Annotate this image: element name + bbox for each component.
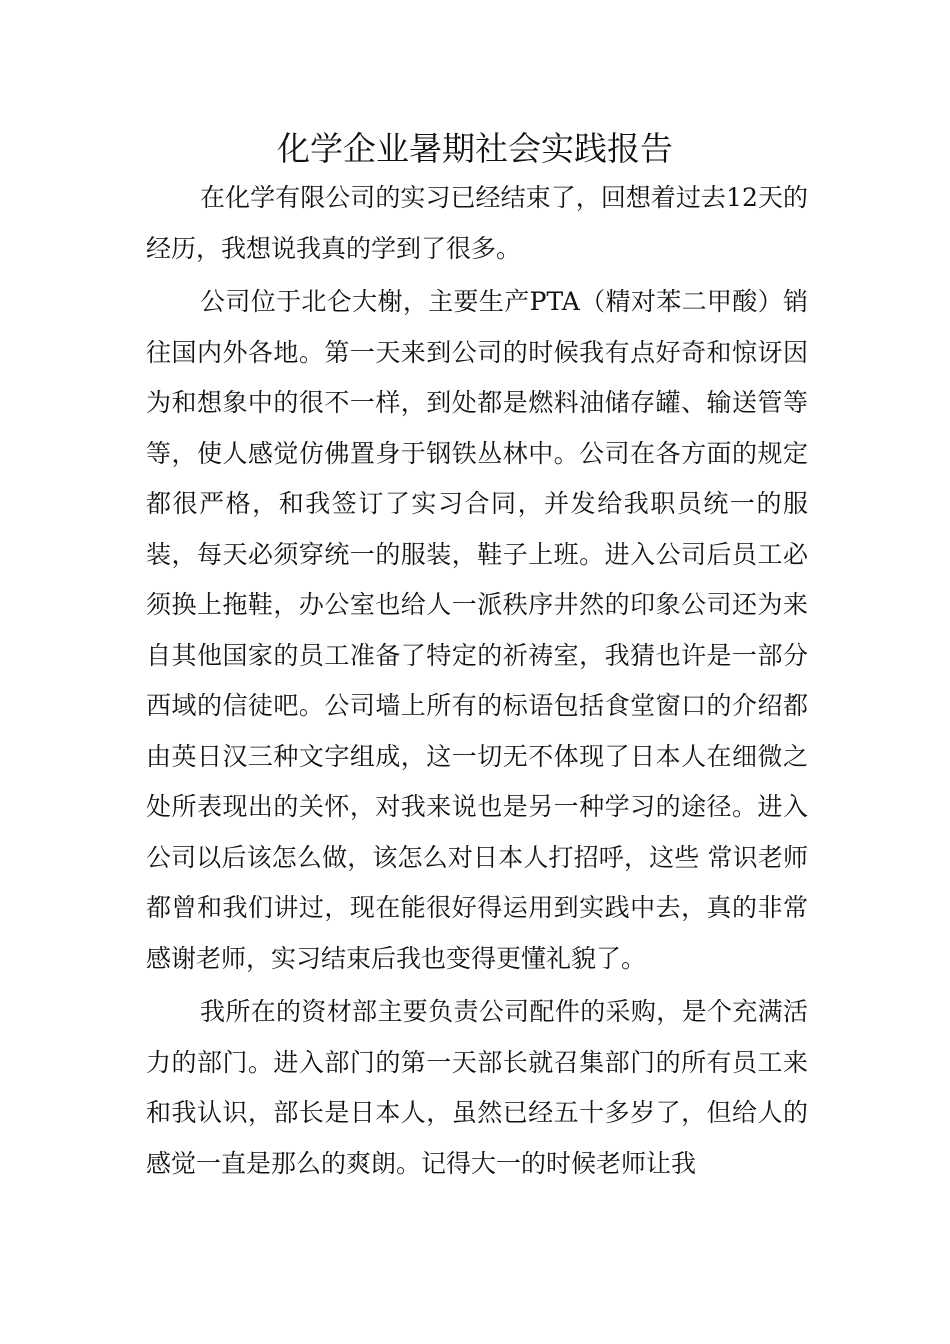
paragraph-company: 公司位于北仑大榭，主要生产PTA（精对苯二甲酸）销往国内外各地。第一天来到公司的时候我有点好奇和惊讶因为和想象中的很不一样，到处都是燃料油储存罐、输送管等等，使人感觉仿佛置身于钢铁丛林中。公司在各方面的规定都很严格，和我签订了实习合同，并发给我职员统一的服装，每天必须穿统一的服装，鞋子上班。进入公司后员工必须换上拖鞋，办公室也给人一派秩序井然的印象公司还为来自其他国家的员工准备了特定的祈祷室，我猜也许是一部分西域的信徒吧。公司墙上所有的标语包括食堂窗口的介绍都由英日汉三种文字组成，这一切无不体现了日本人在细微之处所表现出的关怀，对我来说也是另一种学习的途径。进入公司以后该怎么做，该怎么对日本人打招呼，这些 常识老师都曾和我们讲过，现在能很好得运用到实践中去，真的非常感谢老师，实习结束后我也变得更懂礼貌了。 <box>146 287 808 973</box>
document-title: 化学企业暑期社会实践报告 <box>277 129 673 168</box>
document-body <box>146 173 808 1189</box>
paragraph-department: 我所在的资材部主要负责公司配件的采购，是个充满活力的部门。进入部门的第一天部长就召集部门的所有员工来和我认识，部长是日本人，虽然已经五十多岁了，但给人的感觉一直是那么的爽朗。记得大一的时候老师让我 <box>146 997 808 1178</box>
paragraph-intro: 在化学有限公司的实习已经结束了，回想着过去12天的经历，我想说我真的学到了很多。 <box>146 183 808 263</box>
